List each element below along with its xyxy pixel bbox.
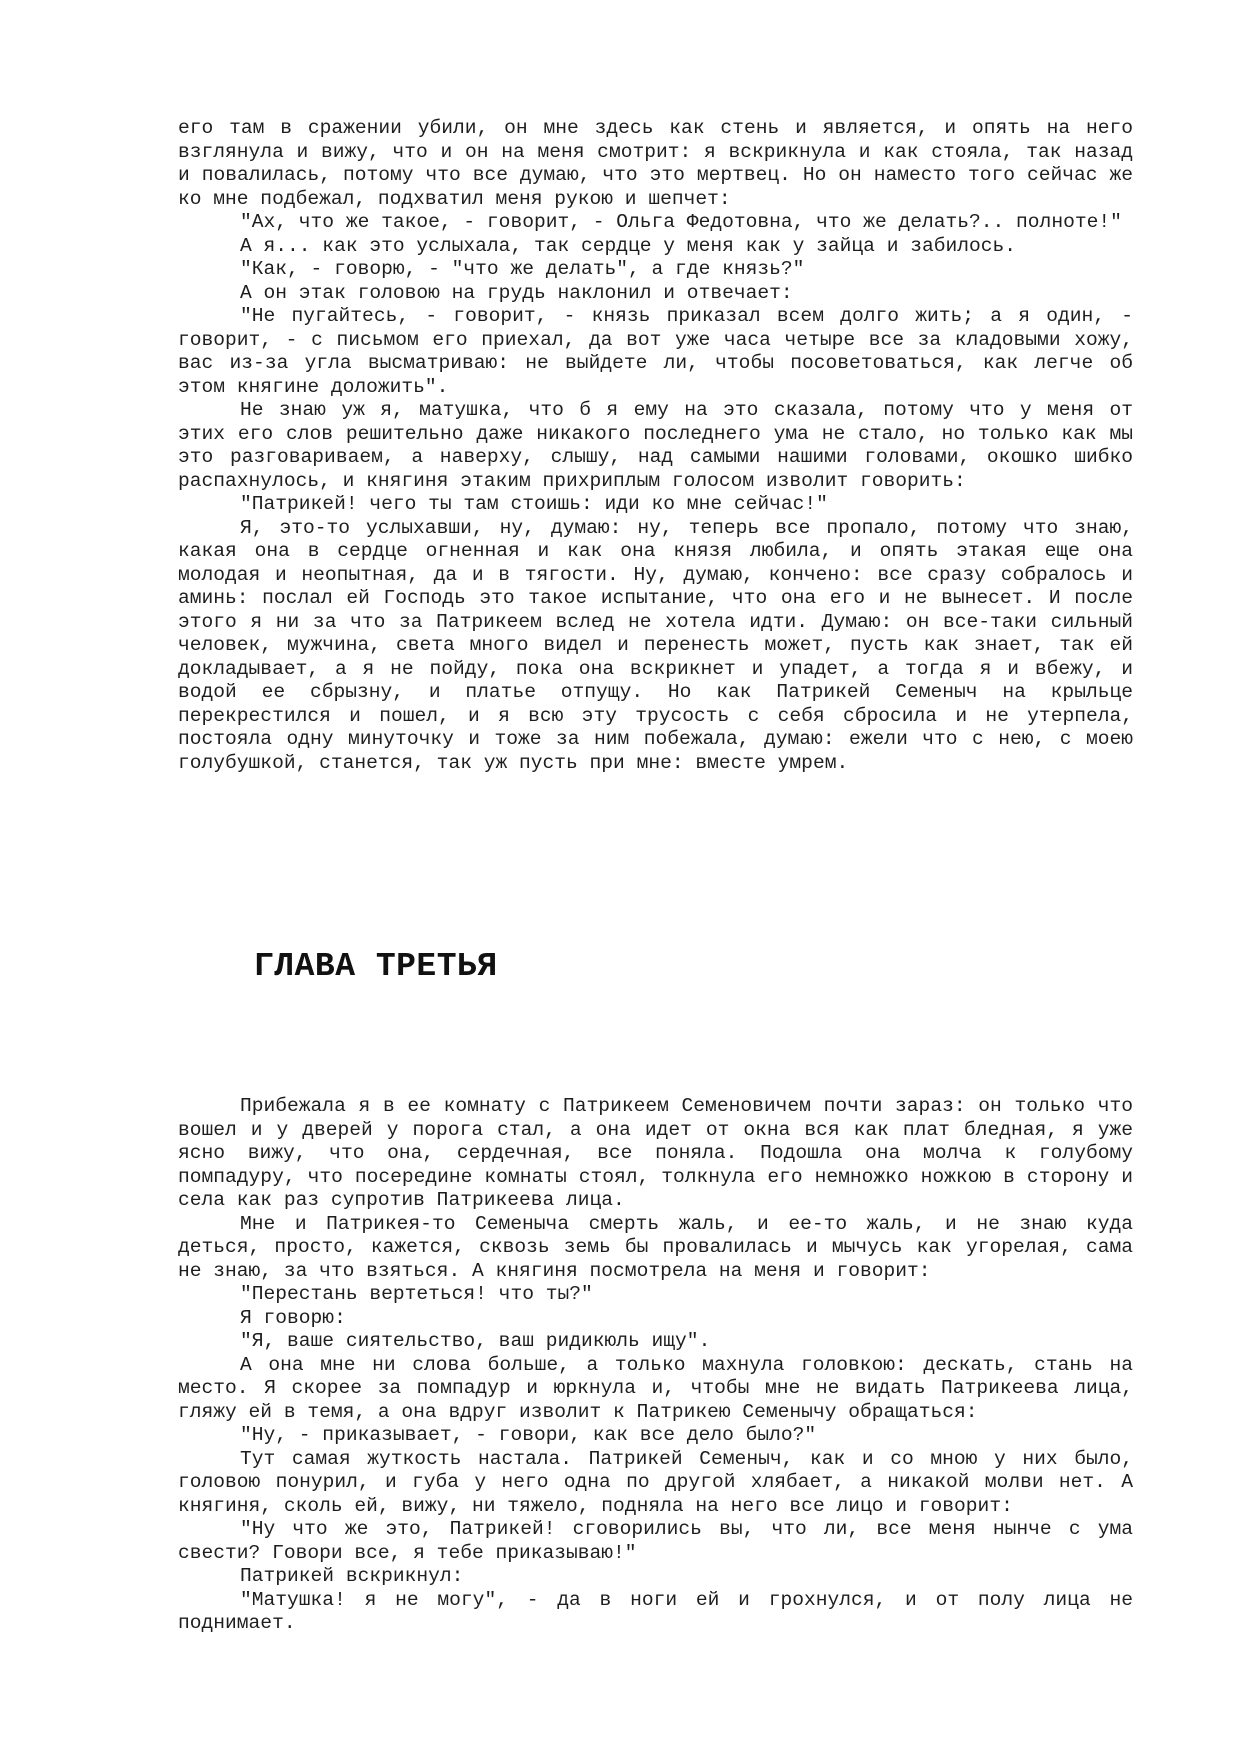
paragraph: А я... как это услыхала, так сердце у меня как у зайца и забилось. xyxy=(240,234,1017,257)
paragraph: "Ах, что же такое, - говорит, - Ольга Федотовна, что же делать?.. полноте!" xyxy=(240,211,1122,233)
paragraph: Не знаю уж я, матушка, что б я ему на это сказала, потому что у меня от этих его слов решительно даже никакого последнего ума не стало, но только как мы это разговариваем, а наверху, слышу, над самыми нашими головами, окошко шибко распахнулось, и княгиня этаким прихриплым голосом изволит говорить: xyxy=(178,399,1133,492)
chapter-title: ГЛАВА ТРЕТЬЯ xyxy=(254,948,498,985)
paragraph: "Ну, - приказывает, - говори, как все дело было?" xyxy=(240,1424,817,1446)
paragraph: Патрикей вскрикнул: xyxy=(240,1565,464,1587)
paragraph: А он этак головою на грудь наклонил и отвечает: xyxy=(240,281,793,304)
paragraph: "Матушка! я не могу", - да в ноги ей и грохнулся, и от полу лица не поднимает. xyxy=(178,1588,1133,1634)
paragraph: А она мне ни слова больше, а только махнула головкою: дескать, стань на место. Я скорее за помпадур и юркнула и, чтобы мне не видать Патрикеева лица, гляжу ей в темя, а она вдруг изволит к Патрикею Семенычу обращаться: xyxy=(178,1353,1133,1423)
paragraph: "Патрикей! чего ты там стоишь: иди ко мне сейчас!" xyxy=(240,493,828,515)
paragraph: Прибежала я в ее комнату с Патрикеем Семеновичем почти зараз: он только что вошел и у дверей у порога стал, а она идет от окна вся как плат бледная, я уже ясно вижу, что она, сердечная, все поняла. Подошла она молча к голубому помпадуру, что посередине комнаты стоял, толкнула его немножко ножкою в сторону и села как раз супротив Патрикеева лица. xyxy=(178,1095,1133,1211)
paragraph: "Как, - говорю, - "что же делать", а где князь?" xyxy=(240,258,805,280)
paragraph: "Не пугайтесь, - говорит, - князь приказал всем долго жить; а я один, - говорит, - с письмом его приехал, да вот уже часа четыре все за кладовыми хожу, вас из-за угла высматриваю: не выйдете ли, чтобы посоветоваться, как легче об этом княгине доложить". xyxy=(178,305,1133,398)
paragraph: Я, это-то услыхавши, ну, думаю: ну, теперь все пропало, потому что знаю, какая она в сердце огненная и как она князя любила, и опять этакая еще она молодая и неопытная, да и в тягости. Ну, думаю, кончено: все сразу собралось и аминь: послал ей Господь это такое испытание, что она его и не вынесет. И после этого я ни за что за Патрикеем вслед не хотела идти. Думаю: он все-таки сильный человек, мужчина, света много видел и перенесть может, пусть как знает, так ей докладывает, а я не пойду, пока она вскрикнет и упадет, а тогда я и вбежу, и водой ее сбрызну, и платье отпущу. Но как Патрикей Семеныч на крыльце перекрестился и пошел, и я всю эту трусость с себя сбросила и не утерпела, постояла одну минуточку и тоже за ним побежала, думаю: ежели что с нею, с моею голубушкой, станется, так уж пусть при мне: вместе умрем. xyxy=(178,516,1133,774)
paragraph: "Я, ваше сиятельство, ваш ридикюль ищу". xyxy=(240,1330,711,1352)
paragraph: "Ну что же это, Патрикей! сговорились вы, что ли, все меня нынче с ума свести? Говори все, я тебе приказываю!" xyxy=(178,1518,1133,1564)
text-section-1 xyxy=(178,117,1133,775)
paragraph: Я говорю: xyxy=(240,1306,346,1329)
paragraph: "Перестань вертеться! что ты?" xyxy=(240,1283,593,1305)
text-section-2 xyxy=(178,1095,1133,1636)
paragraph: его там в сражении убили, он мне здесь как стень и является, и опять на него взглянула и вижу, что и он на меня смотрит: я вскрикнула и как стояла, так назад и повалилась, потому что все думаю, что это мертвец. Но он наместо того сейчас же ко мне подбежал, подхватил меня рукою и шепчет: xyxy=(178,117,1133,210)
paragraph: Мне и Патрикея-то Семеныча смерть жаль, и ее-то жаль, и не знаю куда деться, просто, кажется, сквозь земь бы провалилась и мычусь как угорелая, сама не знаю, за что взяться. А княгиня посмотрела на меня и говорит: xyxy=(178,1212,1133,1282)
paragraph: Тут самая жуткость настала. Патрикей Семеныч, как и со мною у них было, головою понурил, и губа у него одна по другой хлябает, а никакой молви нет. А княгиня, сколь ей, вижу, ни тяжело, подняла на него все лицо и говорит: xyxy=(178,1447,1133,1517)
